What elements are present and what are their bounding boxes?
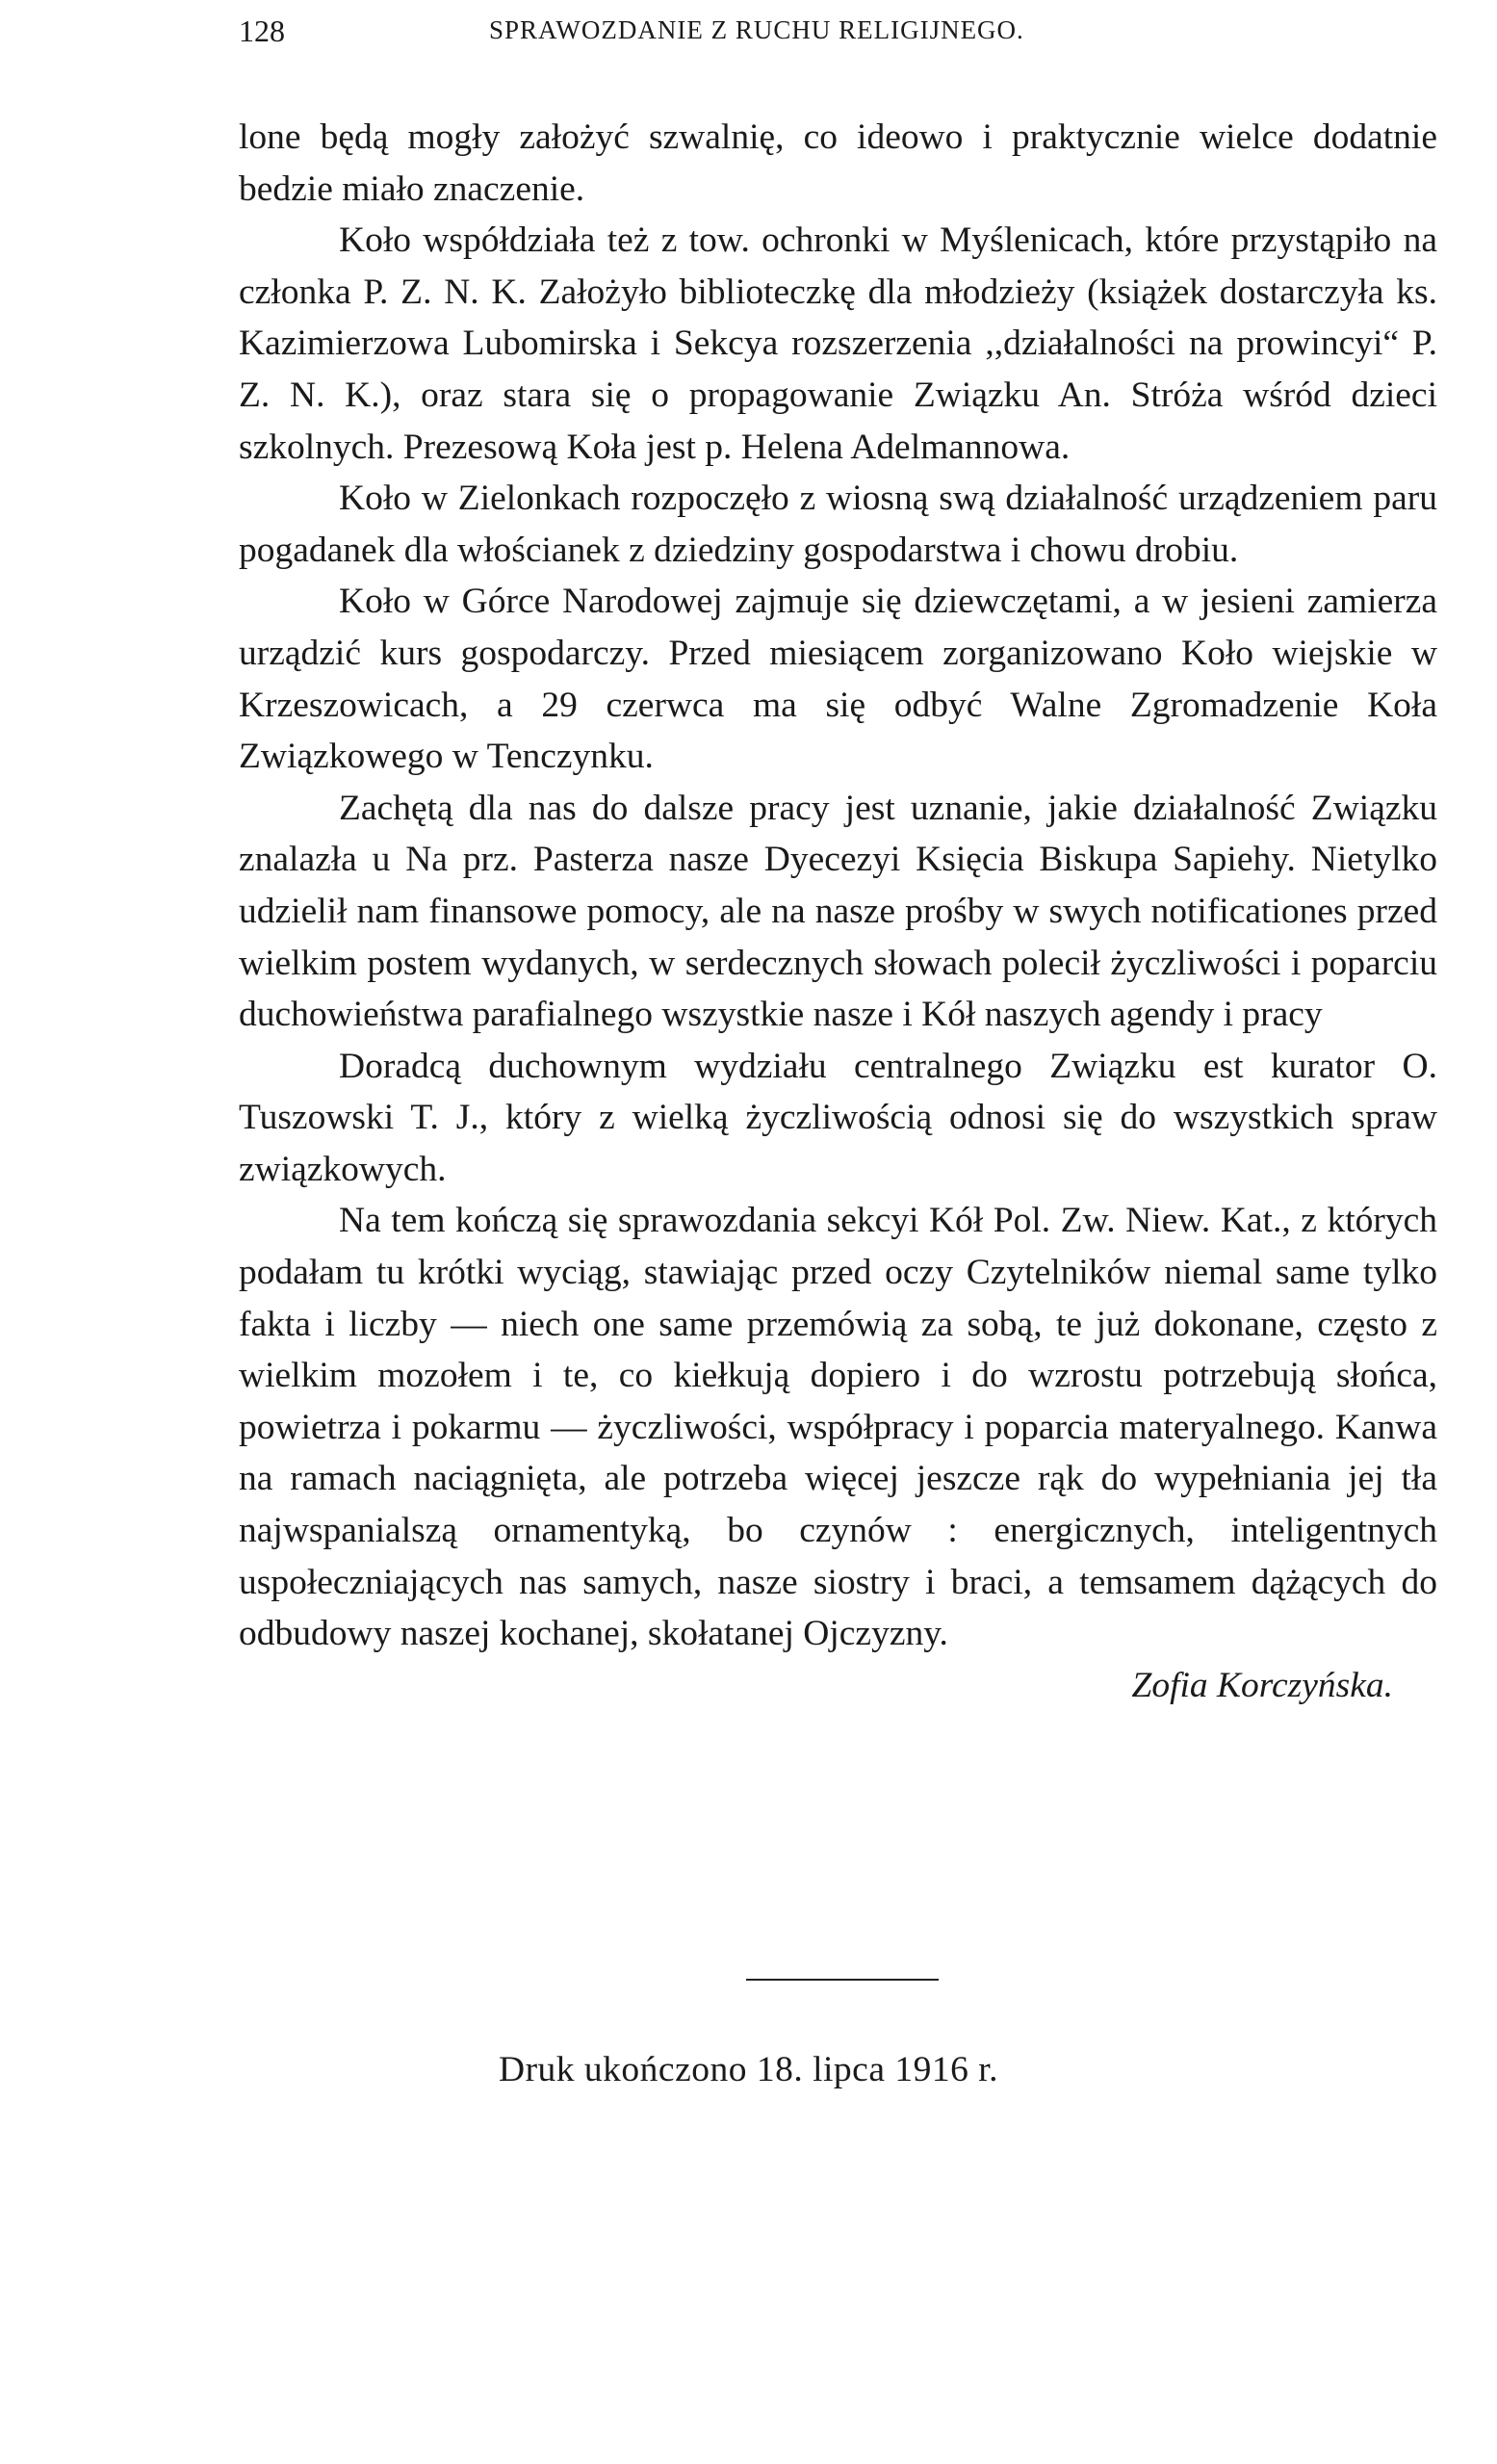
paragraph-4: Koło w Górce Narodowej zajmuje się dziewczętami, a w jesieni zamierza urządzić kurs gospodarczy. Przed miesiącem zorganizowano Koło wiejskie w Krzeszowicach, a 29 czerwca ma się odbyć Walne Zgromadzenie Koła Związkowego w Tenczynku. xyxy=(239,582,1437,777)
paragraph-5: Zachętą dla nas do dalsze pracy jest uznanie, jakie działalność Związku znalazła u Na prz. Pasterza nasze Dyecezyi Księcia Biskupa Sapiehy. Nietylko udzielił nam finansowe pomocy, ale na nasze prośby w swych notificationes przed wielkim postem wydanych, w serdecznych słowach polecił życzliwości i poparciu duchowieństwa parafialnego wszystkie nasze i Kół naszych agendy i pracy xyxy=(239,788,1437,1035)
paragraph-3: Koło w Zielonkach rozpoczęło z wiosną swą działalność urządzeniem paru pogadanek dla włościanek z dziedziny gospodarstwa i chowu drobiu. xyxy=(239,479,1437,570)
body-text xyxy=(239,112,1437,1711)
paragraph-1: lone będą mogły założyć szwalnię, co ideowo i praktycznie wielce dodatnie bedzie miało znaczenie. xyxy=(239,117,1437,209)
colophon: Druk ukończono 18. lipca 1916 r. xyxy=(498,2050,999,2089)
page-number: 128 xyxy=(239,13,285,48)
author-signature: Zofia Korczyńska. xyxy=(1131,1665,1393,1705)
paragraph-6: Doradcą duchownym wydziału centralnego Związku est kurator O. Tuszowski T. J., który z wielką życzliwością odnosi się do wszystkich spraw związkowych. xyxy=(239,1046,1437,1189)
separator-rule xyxy=(746,1979,939,1981)
page-header xyxy=(239,13,1355,58)
paragraph-2: Koło współdziała też z tow. ochronki w Myślenicach, które przystąpiło na członka P. Z. N. K. Założyło biblioteczkę dla młodzieży (książek dostarczyła ks. Kazimierzowa Lubomirska i Sekcya rozszerzenia ,,działalności na prowincyi“ P. Z. N. K.), oraz stara się o propagowanie Związku An. Stróża wśród dzieci szkolnych. Prezesową Koła jest p. Helena Adelmannowa. xyxy=(239,220,1437,467)
paragraph-7: Na tem kończą się sprawozdania sekcyi Kół Pol. Zw. Niew. Kat., z których podałam tu krótki wyciąg, stawiając przed oczy Czytelników niemal same tylko fakta i liczby — niech one same przemówią za sobą, te już dokonane, często z wielkim mozołem i te, co kiełkują dopiero i do wzrostu potrzebują słońca, powietrza i pokarmu — życzliwości, współpracy i poparcia materyalnego. Kanwa na ramach naciągnięta, ale potrzeba więcej jeszcze rąk do wypełniania jej tła najwspanialszą ornamentyką, bo czynów : energicznych, inteligentnych uspołeczniających nas samych, nasze siostry i braci, a temsamem dążących do odbudowy naszej kochanej, skołatanej Ojczyzny. xyxy=(239,1201,1437,1654)
running-head: SPRAWOZDANIE Z RUCHU RELIGIJNEGO. xyxy=(489,15,1024,44)
